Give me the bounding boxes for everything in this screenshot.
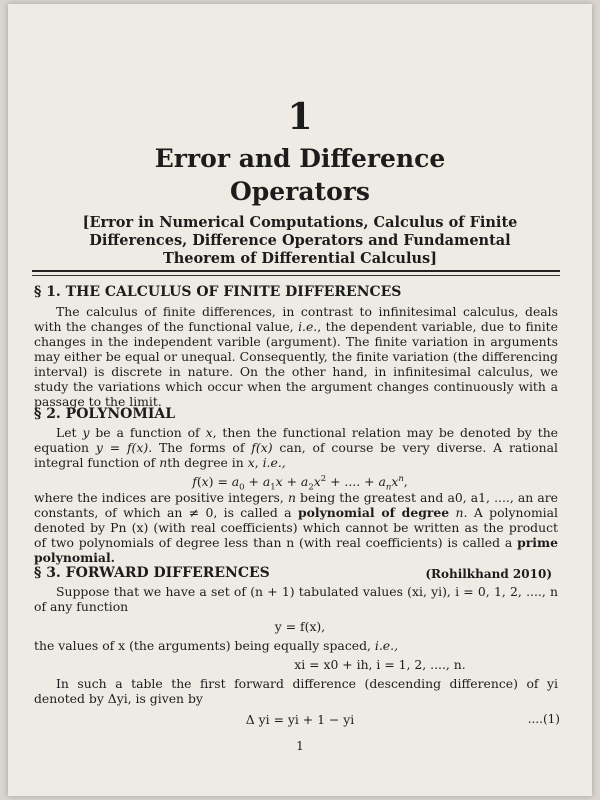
equation-y-fx: y = f(x),: [274, 619, 326, 634]
var-n: n: [449, 505, 464, 520]
text: . A polynomial denoted by Pn (x) (with real coefficients) which cannot be written as the product of two polynomials of degree less than n (with real coefficients) is called a: [34, 505, 558, 550]
subtitle-line-1: [Error in Numerical Computations, Calculus of Finite: [82, 214, 518, 231]
chapter-title-line-2: Operators: [229, 177, 370, 206]
section-3-paragraph-3: In such a table the first forward difference (descending difference) of yi denoted by Δyi, is given by: [34, 676, 558, 706]
book-page: [8, 4, 592, 796]
text-italic: i.e.,: [374, 638, 399, 653]
chapter-subtitle: [48, 214, 552, 268]
chapter-number: 1: [287, 96, 313, 138]
text: th degree in: [167, 455, 248, 470]
text: The calculus of finite differences, in contrast to infinitesimal calculus, deals with the changes of the functional value,: [34, 304, 558, 334]
text: Let: [56, 425, 83, 440]
section-1-heading: § 1. THE CALCULUS OF FINITE DIFFERENCES: [34, 284, 402, 300]
text: , the dependent variable, due to finite changes in the independent varible (argument). The finite variation in arguments may either be equal or unequal. Consequently, the finite variation (the differencing interval) is discrete in nature. On the other hand, in infinitesimal calculus, we study the variations which occur when the argument changes continuously with a passage to the limit.: [34, 319, 558, 409]
section-3-paragraph-2: [34, 638, 558, 653]
text-italic: i.e.,: [262, 455, 286, 470]
text: . The forms of: [148, 440, 252, 455]
equation-forward-difference: Δ yi = yi + 1 − yi: [245, 712, 355, 727]
var-y: y: [82, 425, 90, 440]
text-italic: i.e.: [298, 319, 318, 334]
section-1-paragraph: [34, 304, 558, 409]
term-polynomial-of-degree: polynomial of degree: [297, 505, 450, 520]
text: be a function of: [89, 425, 206, 440]
inline-fx: f(x): [251, 440, 273, 455]
title-rule: [32, 270, 560, 272]
section-3-paragraph-1: Suppose that we have a set of (n + 1) tabulated values (xi, yi), i = 0, 1, 2, ...., n of any function: [34, 584, 558, 614]
text: the values of x (the arguments) being equally spaced,: [34, 638, 375, 653]
subtitle-line-3: Theorem of Differential Calculus]: [162, 250, 438, 267]
var-n: n: [287, 490, 296, 505]
text: being the greatest and a0, a1, ...., an are constants, of which an ≠ 0, is called a: [34, 490, 559, 520]
term-prime-polynomial: prime polynomial.: [34, 535, 558, 565]
page-number: 1: [296, 739, 304, 753]
section-3-reference: (Rohilkhand 2010): [425, 567, 552, 581]
section-3-heading: § 3. FORWARD DIFFERENCES: [34, 565, 270, 581]
inline-equation: y = f(x): [95, 440, 149, 455]
title-rule-thin: [32, 275, 560, 276]
var-x: x: [247, 455, 255, 470]
text: ,: [254, 455, 263, 470]
text: , then the functional relation may be denoted by the equation: [34, 425, 559, 455]
section-2-paragraph-2: [34, 490, 558, 565]
section-2-heading: § 2. POLYNOMIAL: [34, 406, 176, 422]
equation-number: ....(1): [527, 712, 560, 726]
var-x: x: [205, 425, 213, 440]
text: can, of course be very diverse. A rational integral function of: [34, 440, 558, 470]
text: where the indices are positive integers,: [34, 490, 288, 505]
var-n: n: [159, 455, 168, 470]
polynomial-rendered: $f(x) = a_0 + a_1x + a_2x^2$ + .... + $a_nx^n$,: [192, 474, 408, 493]
chapter-title: [8, 142, 592, 208]
equation-spacing: xi = x0 + ih, i = 1, 2, ...., n.: [294, 657, 466, 672]
subtitle-line-2: Differences, Difference Operators and Fundamental: [89, 232, 511, 249]
section-2-paragraph-1: [34, 425, 558, 470]
chapter-title-line-1: Error and Difference: [154, 144, 446, 173]
